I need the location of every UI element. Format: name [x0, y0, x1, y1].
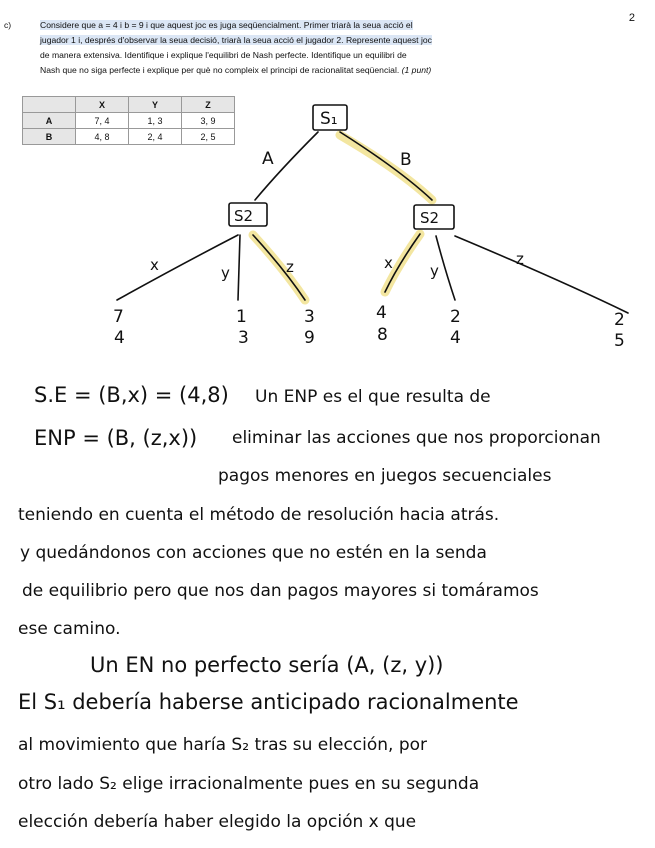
question-points: (1 punt)	[401, 65, 432, 75]
answer-line-11: otro lado S₂ elige irracionalmente pues en su segunda	[18, 774, 480, 794]
left-node-label: S2	[234, 207, 254, 225]
payoff-bottom: 4	[450, 328, 461, 348]
table-header-cell: X	[76, 97, 129, 113]
table-row-label: A	[23, 113, 76, 129]
left-x-label: x	[150, 256, 159, 274]
answer-line-4: teniendo en cuenta el método de resolución hacia atrás.	[18, 505, 500, 525]
question-label: c)	[4, 20, 12, 30]
question-line-2: jugador 1 i, després d'observar la seua decisió, triarà la seua acció el jugador 2. Represente aquest joc	[40, 35, 432, 45]
payoff-top: 2	[614, 310, 625, 330]
table-row-label: B	[23, 129, 76, 145]
answer-line-10: al movimiento que haría S₂ tras su elección, por	[18, 735, 428, 755]
table-cell: 2, 5	[182, 129, 235, 145]
root-node-label: S₁	[320, 109, 338, 129]
enp-line: ENP = (B, (z,x))	[34, 426, 198, 450]
left-z-label: z	[286, 258, 294, 276]
question-line-1: Considere que a = 4 i b = 9 i que aquest joc es juga seqüencialment. Primer triarà la seua acció el	[40, 20, 413, 30]
right-y-label: y	[430, 262, 439, 280]
question-line-3: de manera extensiva. Identifique i explique l'equilibri de Nash perfecte. Identifique un equilibri de	[40, 50, 407, 60]
highlight-branch-b	[340, 135, 432, 200]
payoff-bottom: 9	[304, 328, 315, 348]
answer-line-7: ese camino.	[18, 619, 121, 639]
question-line-4: Nash que no siga perfecte i explique per què no compleix el principi de racionalitat seqüencial.	[40, 65, 400, 75]
right-z-label: z	[516, 250, 524, 268]
se-line: S.E = (B,x) = (4,8)	[34, 383, 229, 407]
right-x-label: x	[384, 254, 393, 272]
answer-line-8: Un EN no perfecto sería (A, (z, y))	[90, 653, 444, 677]
branch-a-label: A	[262, 149, 274, 169]
payoff-top: 4	[376, 303, 387, 323]
answer-line-6: de equilibrio pero que nos dan pagos mayores si tomáramos	[22, 581, 539, 601]
left-branch-y	[238, 235, 240, 300]
answer-line-2: eliminar las acciones que nos proporcionan	[232, 428, 601, 448]
page-number: 2	[628, 12, 635, 24]
payoff-top: 2	[450, 307, 461, 327]
table-cell: 2, 4	[129, 129, 182, 145]
right-node-label: S2	[420, 209, 440, 227]
answer-line-3: pagos menores en juegos secuenciales	[218, 466, 552, 486]
answer-line-12: elección debería haber elegido la opción x que	[18, 812, 417, 832]
table-cell: 7, 4	[76, 113, 129, 129]
table-header-cell: Y	[129, 97, 182, 113]
left-y-label: y	[221, 264, 230, 282]
payoff-bottom: 3	[238, 328, 249, 348]
payoff-bottom: 5	[614, 331, 625, 351]
table-cell: 1, 3	[129, 113, 182, 129]
table-cell: 3, 9	[182, 113, 235, 129]
payoff-top: 3	[304, 307, 315, 327]
answer-line-1: Un ENP es el que resulta de	[255, 387, 491, 407]
table-cell: 4, 8	[76, 129, 129, 145]
payoff-bottom: 4	[114, 328, 125, 348]
branch-b-label: B	[400, 150, 412, 170]
table-header-cell: Z	[182, 97, 235, 113]
left-branch-x	[117, 235, 238, 300]
payoff-top: 1	[236, 307, 247, 327]
payoff-top: 7	[113, 307, 124, 327]
game-tree	[0, 0, 655, 360]
payoff-bottom: 8	[377, 325, 388, 345]
right-branch-z	[455, 236, 628, 313]
answer-line-9: El S₁ debería haberse anticipado racionalmente	[18, 690, 519, 714]
answer-line-5: y quedándonos con acciones que no estén en la senda	[20, 543, 487, 563]
